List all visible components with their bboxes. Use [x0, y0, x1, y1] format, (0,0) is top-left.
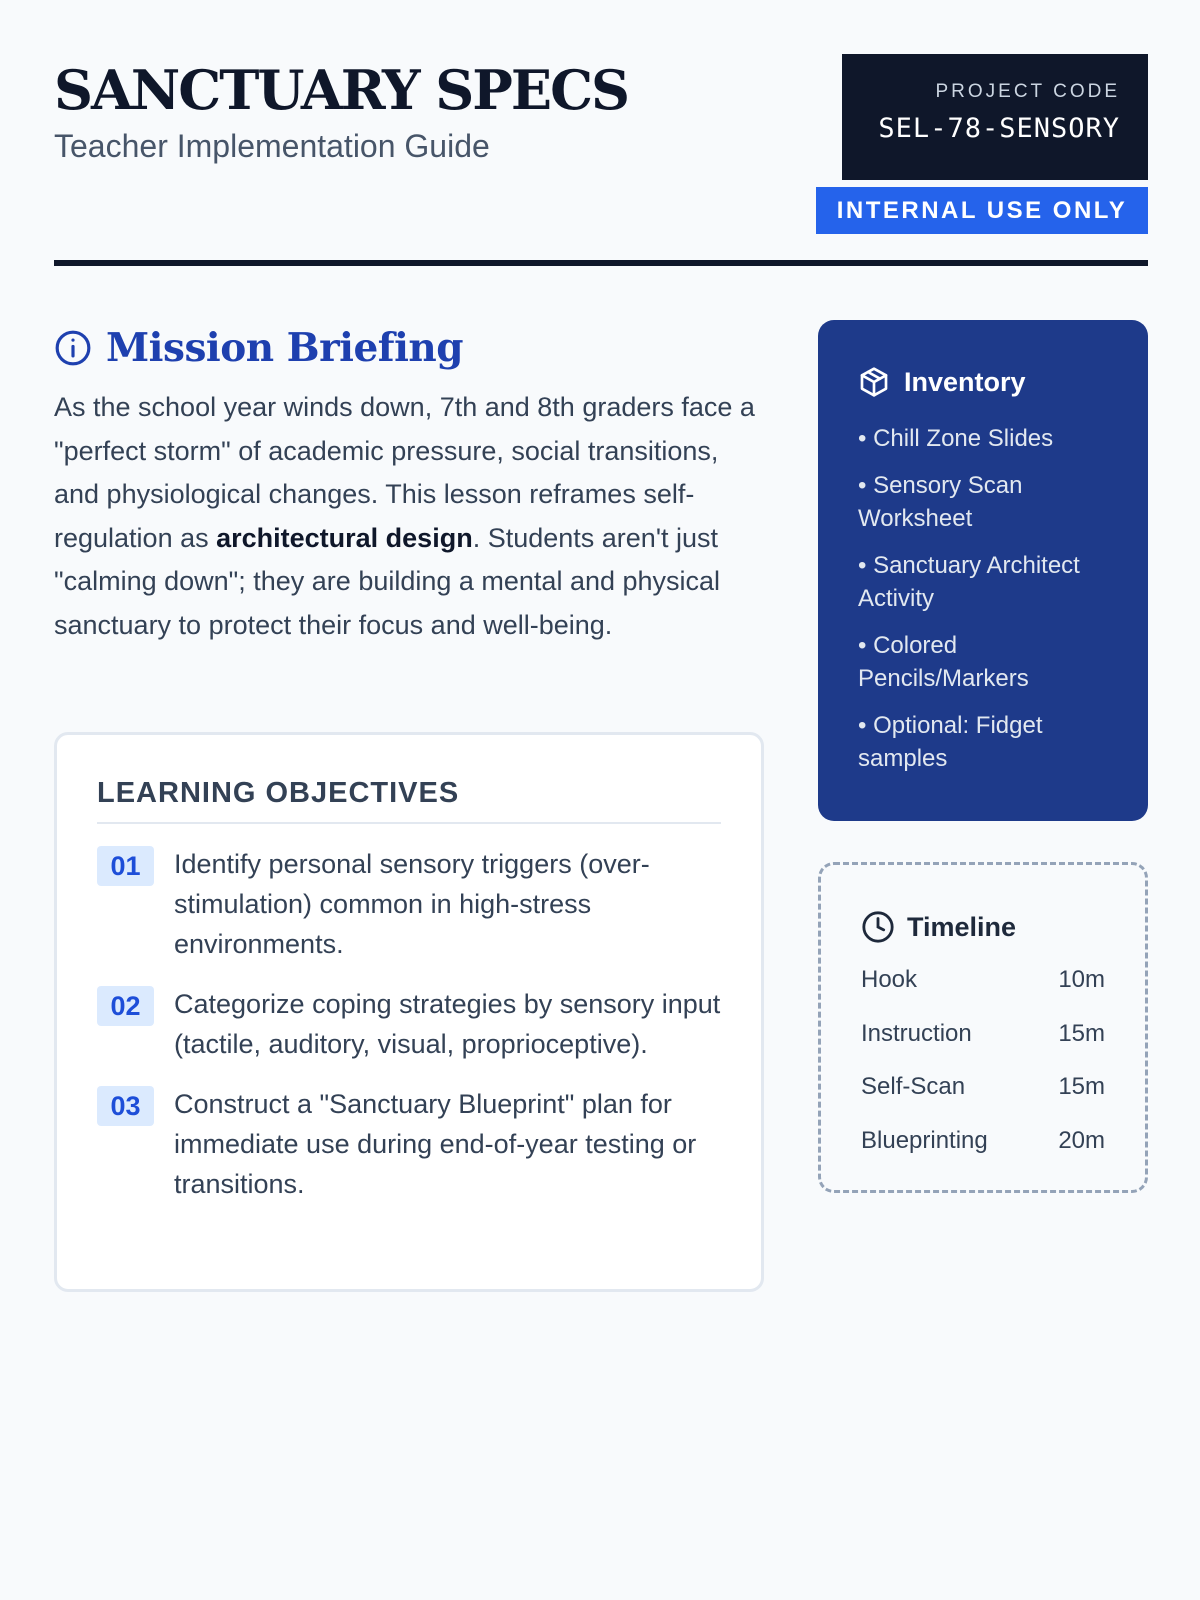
learning-objectives-card	[54, 732, 764, 1292]
briefing-text-part: . Students aren't just "calming down"; they are building a mental and physical sanctuary to protect their focus and well-being.	[54, 522, 721, 640]
timeline-title: Timeline	[907, 911, 1017, 942]
mission-briefing-section	[54, 322, 764, 647]
inventory-list	[858, 422, 1118, 775]
box-icon	[858, 366, 890, 398]
timeline-label: Self-Scan	[861, 1073, 966, 1100]
learning-objectives-heading: LEARNING OBJECTIVES	[97, 777, 721, 824]
header-divider	[54, 260, 1148, 266]
objective-text: Categorize coping strategies by sensory input (tactile, auditory, visual, proprioceptive).	[174, 989, 721, 1059]
timeline-duration: 15m	[1058, 1073, 1105, 1100]
briefing-text-part: As the school year winds down, 7th and 8th graders face a "perfect storm" of academic pressure, social transitions, and physiological changes. This lesson reframes self-regulation as	[54, 392, 755, 553]
inventory-panel	[818, 320, 1148, 821]
timeline-panel	[818, 862, 1148, 1193]
objective-text: Construct a "Sanctuary Blueprint" plan for immediate use during end-of-year testing or transitions.	[174, 1089, 697, 1199]
timeline-row	[861, 953, 1105, 1007]
inventory-item: • Sensory Scan Worksheet	[858, 472, 1023, 532]
briefing-text-emphasis: architectural design	[216, 522, 473, 553]
timeline-row	[861, 1114, 1105, 1168]
timeline-label: Blueprinting	[861, 1126, 988, 1154]
objective-item	[97, 1084, 721, 1204]
objective-item	[97, 844, 721, 964]
objective-number: 02	[97, 986, 154, 1026]
mission-briefing-text	[54, 386, 764, 647]
timeline-duration: 10m	[1058, 966, 1105, 993]
timeline-duration: 20m	[1058, 1126, 1105, 1154]
objective-number: 03	[97, 1086, 154, 1126]
inventory-item: • Sanctuary Architect Activity	[858, 552, 1080, 612]
mission-briefing-header	[54, 322, 764, 374]
timeline-row	[861, 1060, 1105, 1114]
timeline-label: Hook	[861, 966, 918, 993]
inventory-item: • Colored Pencils/Markers	[858, 632, 1029, 692]
inventory-title: Inventory	[904, 366, 1026, 397]
project-code-value: SEL-78-SENSORY	[878, 113, 1120, 144]
project-code-label: PROJECT CODE	[935, 81, 1120, 102]
internal-use-badge: INTERNAL USE ONLY	[816, 187, 1148, 234]
info-icon	[54, 329, 92, 367]
objective-item	[97, 984, 721, 1064]
timeline-header	[861, 907, 1105, 947]
document-page	[54, 0, 1148, 1600]
timeline-row	[861, 1007, 1105, 1061]
inventory-item: • Optional: Fidget samples	[858, 712, 1043, 772]
timeline-rows	[861, 953, 1105, 1167]
mission-briefing-title: Mission Briefing	[106, 325, 464, 371]
document-header	[54, 54, 1148, 234]
document-subtitle: Teacher Implementation Guide	[54, 128, 490, 164]
document-title: SANCTUARY SPECS	[54, 58, 629, 122]
timeline-duration: 15m	[1058, 1019, 1105, 1047]
timeline-label: Instruction	[861, 1019, 972, 1047]
clock-icon	[861, 910, 895, 944]
inventory-item: • Chill Zone Slides	[858, 425, 1054, 452]
objective-number: 01	[97, 846, 154, 886]
objective-text: Identify personal sensory triggers (over-stimulation) common in high-stress environments.	[174, 849, 650, 959]
project-code-box	[842, 54, 1148, 180]
inventory-header	[858, 362, 1118, 402]
